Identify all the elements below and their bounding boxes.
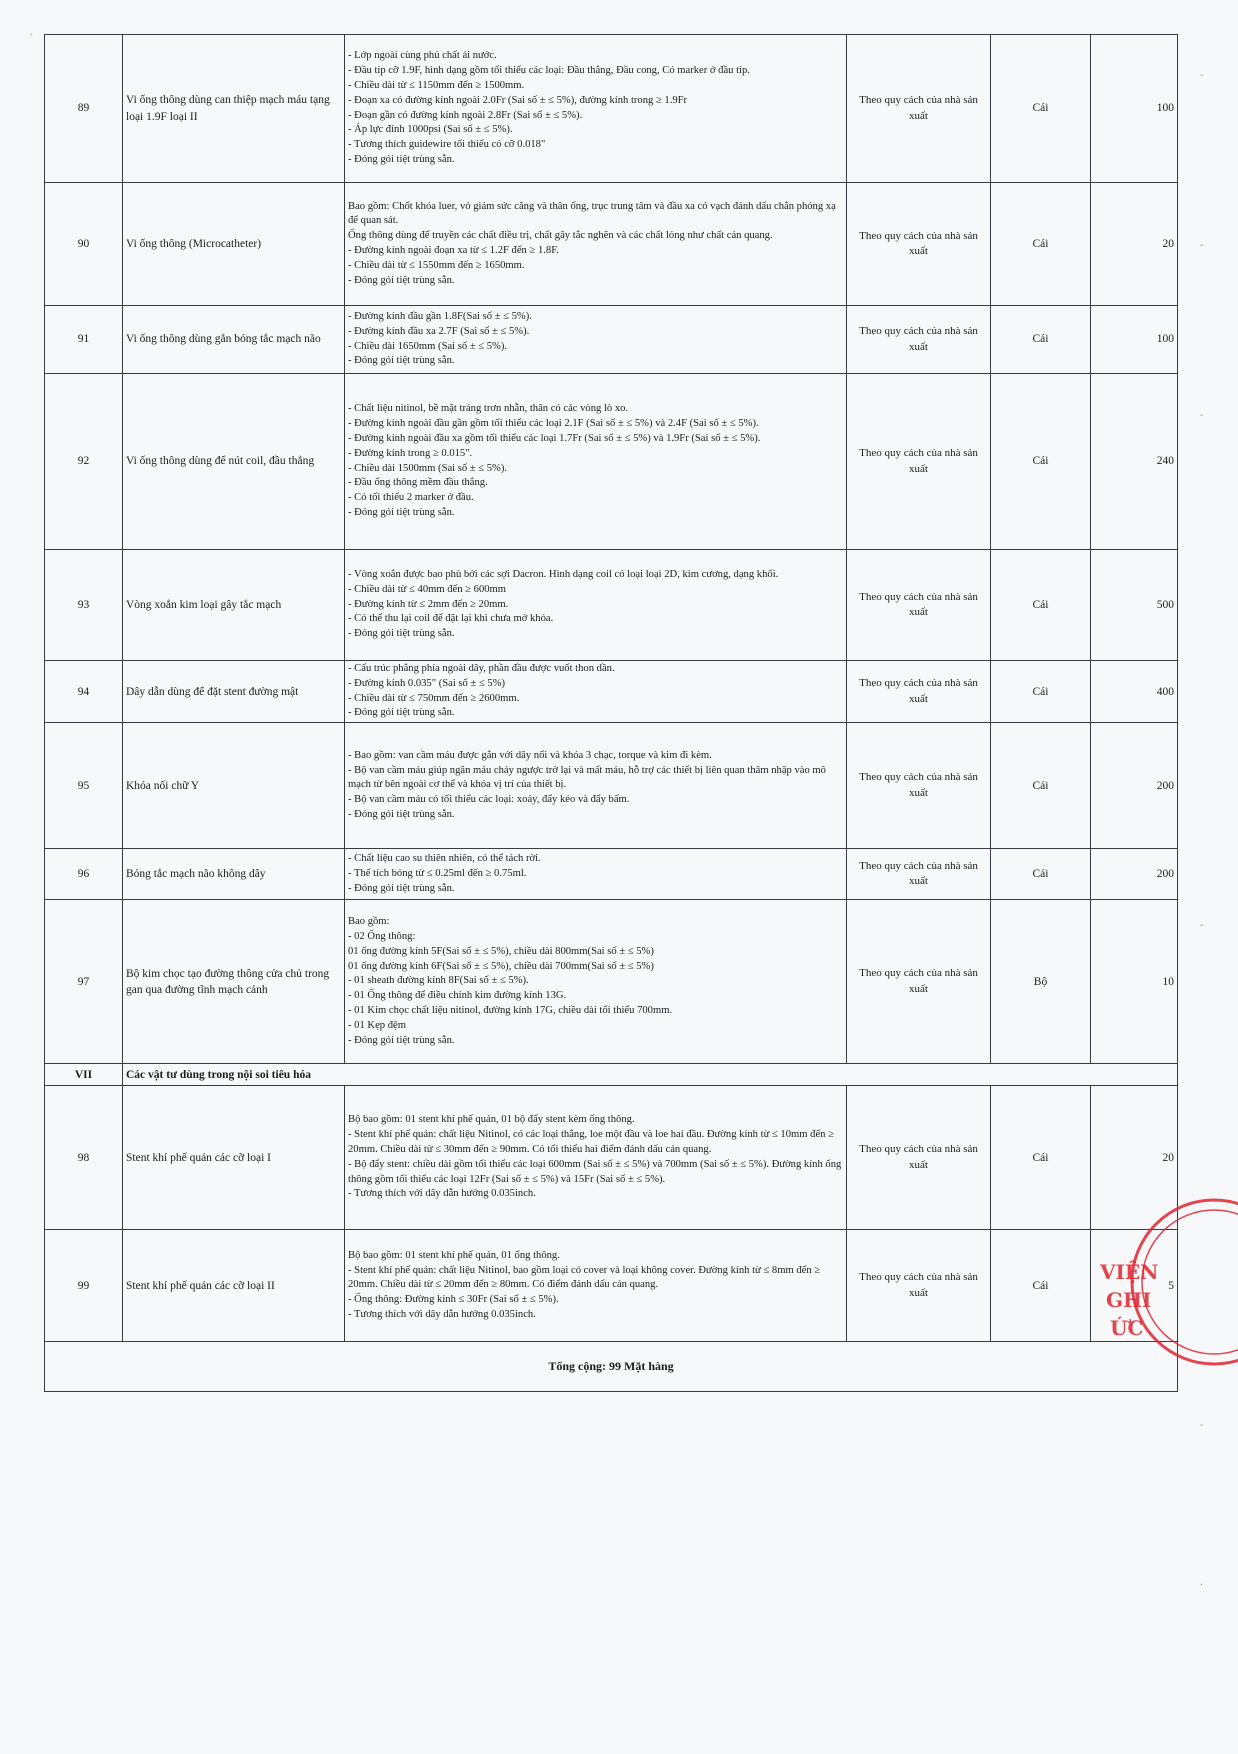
- table-row: [45, 1230, 1178, 1342]
- item-unit: Cái: [991, 661, 1091, 723]
- stamp-text-3: ỨC: [1110, 1316, 1144, 1340]
- spec-line: - Bộ van cầm máu có tối thiểu các loại: xoáy, đẩy kéo và đẩy bấm.: [348, 794, 630, 806]
- spec-line: - Đóng gói tiệt trùng sẵn.: [348, 274, 455, 286]
- spec-line: 01 ống đường kính 6F(Sai số ± ≤ 5%), chiều dài 700mm(Sai số ± ≤ 5%): [348, 960, 654, 972]
- table-row: [45, 723, 1178, 849]
- spec-line: - Đóng gói tiệt trùng sẵn.: [348, 809, 455, 821]
- section-title: Các vật tư dùng trong nội soi tiêu hóa: [123, 1064, 1178, 1086]
- item-origin: Theo quy cách của nhà sản xuất: [847, 183, 991, 306]
- item-specification: [345, 183, 847, 306]
- spec-line: - Tương thích với dây dẫn hướng 0.035inch.: [348, 1309, 536, 1321]
- item-name: Bóng tắc mạch não không dây: [123, 849, 345, 900]
- item-name: Vòng xoắn kim loại gây tắc mạch: [123, 550, 345, 661]
- spec-line: - Đoạn gần có đường kính ngoài 2.8Fr (Sai số ± ≤ 5%).: [348, 109, 583, 121]
- spec-line: - Bộ van cầm máu giúp ngăn máu chảy ngược trở lại và mất máu, hỗ trợ các thiết bị liên quan thâm nhập vào mô mạch từ bên ngoài cơ thể và khóa vị trí của thiết bị.: [348, 764, 826, 791]
- spec-line: - Chiều dài 1650mm (Sai số ± ≤ 5%).: [348, 340, 508, 352]
- item-specification: [345, 661, 847, 723]
- scan-speck: -: [1200, 920, 1204, 931]
- scan-speck: -: [1200, 410, 1204, 421]
- item-quantity: 240: [1091, 374, 1178, 550]
- item-quantity: 20: [1091, 183, 1178, 306]
- item-origin: Theo quy cách của nhà sản xuất: [847, 306, 991, 374]
- item-quantity: 100: [1091, 35, 1178, 183]
- spec-line: - Có thể thu lại coil để đặt lại khi chưa mở khóa.: [348, 613, 554, 625]
- scan-speck: ·: [1200, 1580, 1204, 1591]
- spec-line: - Đóng gói tiệt trùng sẵn.: [348, 506, 455, 518]
- item-number: 92: [45, 374, 123, 550]
- spec-line: - Tương thích với dây dẫn hướng 0.035inch.: [348, 1188, 536, 1200]
- spec-line: - Đóng gói tiệt trùng sẵn.: [348, 882, 455, 894]
- item-quantity: 5: [1091, 1230, 1178, 1342]
- item-specification: [345, 1086, 847, 1230]
- table-row: [45, 374, 1178, 550]
- spec-line: - 01 Kẹp đệm: [348, 1019, 406, 1031]
- spec-line: - Áp lực đỉnh 1000psi (Sai số ± ≤ 5%).: [348, 124, 513, 136]
- item-unit: Cái: [991, 1230, 1091, 1342]
- item-quantity: 100: [1091, 306, 1178, 374]
- spec-line: - Chất liệu cao su thiên nhiên, có thể tách rời.: [348, 853, 541, 865]
- item-number: 95: [45, 723, 123, 849]
- item-name: Stent khí phế quản các cỡ loại I: [123, 1086, 345, 1230]
- stamp-text-2: GHI: [1106, 1288, 1152, 1312]
- table-row: [45, 183, 1178, 306]
- spec-line: - Đường kính trong ≥ 0.015".: [348, 447, 473, 459]
- item-specification: [345, 900, 847, 1064]
- spec-line: - Đầu típ cỡ 1.9F, hình dạng gồm tối thiểu các loại: Đầu thẳng, Đầu cong, Có marker ở đầu típ.: [348, 65, 750, 77]
- table-row: [45, 550, 1178, 661]
- spec-line: - Stent khí phế quản: chất liệu Nitinol, có các loại thẳng, loe một đầu và loe hai đầu. Đường kính từ ≤ 10mm đến ≥ 20mm. Chiều dài từ ≤ 30mm đến ≥ 90mm. Có tối thiểu hai điểm đánh dấu cản quang.: [348, 1129, 834, 1155]
- spec-line: - Cấu trúc phẳng phía ngoài dây, phần đầu được vuốt thon dần.: [348, 663, 615, 674]
- table-row: [45, 900, 1178, 1064]
- item-number: 99: [45, 1230, 123, 1342]
- spec-line: - Chất liệu nitinol, bề mặt tráng trơn nhẵn, thân có các vòng lò xo.: [348, 403, 629, 415]
- item-number: 97: [45, 900, 123, 1064]
- spec-line: - Chiều dài 1500mm (Sai số ± ≤ 5%).: [348, 462, 508, 474]
- item-origin: Theo quy cách của nhà sản xuất: [847, 1086, 991, 1230]
- spec-line: - 01 Ống thông để điều chỉnh kim đường kính 13G.: [348, 990, 567, 1002]
- spec-line: - Đường kính ngoài đoạn xa từ ≤ 1.2F đến ≥ 1.8F.: [348, 245, 559, 256]
- scan-speck: -: [1200, 240, 1204, 251]
- table-body: [45, 35, 1178, 1392]
- item-unit: Cái: [991, 374, 1091, 550]
- item-name: Vi ống thông dùng gắn bóng tắc mạch não: [123, 306, 345, 374]
- item-specification: [345, 306, 847, 374]
- spec-line: - 02 Ống thông:: [348, 930, 416, 942]
- item-number: 93: [45, 550, 123, 661]
- item-unit: Cái: [991, 723, 1091, 849]
- spec-line: - Stent khí phế quản: chất liệu Nitinol, bao gồm loại có cover và loại không cover. Đường kính từ ≤ 8mm đến ≥ 20mm. Chiều dài từ ≤ 20mm đến ≥ 80mm. Có điểm đánh dấu cản quang.: [348, 1264, 821, 1291]
- spec-line: Bao gồm: Chốt khóa luer, vỏ giảm sức căng và thân ống, trục trung tâm và đầu xa có vạch đánh dấu chắn phóng xạ để quan sát.: [348, 200, 836, 227]
- item-name: Dây dẫn dùng để đặt stent đường mật: [123, 661, 345, 723]
- item-origin: Theo quy cách của nhà sản xuất: [847, 35, 991, 183]
- spec-line: - Đoạn xa có đường kính ngoài 2.0Fr (Sai số ± ≤ 5%), đường kính trong ≥ 1.9Fr: [348, 94, 688, 106]
- spec-line: Bao gồm:: [348, 916, 390, 928]
- spec-line: - Đường kính đầu gần 1.8F(Sai số ± ≤ 5%).: [348, 310, 532, 322]
- section-code: VII: [45, 1064, 123, 1086]
- item-name: Bộ kim chọc tạo đường thông cửa chủ trong gan qua đường tĩnh mạch cảnh: [123, 900, 345, 1064]
- item-unit: Cái: [991, 550, 1091, 661]
- spec-line: - Chiều dài từ ≤ 1150mm đến ≥ 1500mm.: [348, 79, 525, 91]
- item-origin: Theo quy cách của nhà sản xuất: [847, 661, 991, 723]
- item-quantity: 500: [1091, 550, 1178, 661]
- spec-line: - Bao gồm: van cầm máu được gắn với dây nối và khóa 3 chạc, torque và kim đi kèm.: [348, 749, 712, 761]
- spec-line: - Có tối thiểu 2 marker ở đầu.: [348, 492, 474, 504]
- item-quantity: 200: [1091, 723, 1178, 849]
- item-unit: Cái: [991, 183, 1091, 306]
- item-name: Vi ống thông (Microcatheter): [123, 183, 345, 306]
- item-unit: Cái: [991, 35, 1091, 183]
- spec-line: - Thể tích bóng từ ≤ 0.25ml đến ≥ 0.75ml.: [348, 867, 527, 879]
- item-origin: Theo quy cách của nhà sản xuất: [847, 1230, 991, 1342]
- scan-speck: -: [1200, 1420, 1204, 1431]
- spec-line: - 01 sheath đường kính 8F(Sai số ± ≤ 5%).: [348, 975, 529, 987]
- spec-line: - Đóng gói tiệt trùng sẵn.: [348, 707, 455, 719]
- item-number: 91: [45, 306, 123, 374]
- item-specification: [345, 374, 847, 550]
- table-row: [45, 661, 1178, 723]
- item-number: 89: [45, 35, 123, 183]
- spec-line: - Chiều dài từ ≤ 750mm đến ≥ 2600mm.: [348, 692, 520, 704]
- item-specification: [345, 550, 847, 661]
- item-number: 96: [45, 849, 123, 900]
- item-unit: Cái: [991, 306, 1091, 374]
- spec-line: - Chiều dài từ ≤ 40mm đến ≥ 600mm: [348, 583, 507, 595]
- spec-line: - Ống thông: Đường kính ≤ 30Fr (Sai số ± ≤ 5%).: [348, 1294, 559, 1306]
- spec-line: - Đường kính đầu xa 2.7F (Sai số ± ≤ 5%).: [348, 325, 530, 337]
- scan-speck: ·: [30, 30, 34, 41]
- item-origin: Theo quy cách của nhà sản xuất: [847, 900, 991, 1064]
- spec-line: - Bộ đẩy stent: chiều dài gồm tối thiểu các loại 600mm (Sai số ± ≤ 5%) và 700mm (Sai số ± ≤ 5%). Đường kính ống thông gồm tối thiểu các loại 12Fr (Sai số ± ≤ 5%) và 15Fr (Sai số ± ≤ 5%).: [348, 1158, 842, 1185]
- table-row: [45, 35, 1178, 183]
- item-origin: Theo quy cách của nhà sản xuất: [847, 723, 991, 849]
- item-name: Vi ống thông dùng để nút coil, đầu thẳng: [123, 374, 345, 550]
- spec-line: Ống thông dùng để truyền các chất điều trị, chất gây tắc nghẽn và các chất lỏng như chất cản quang.: [348, 230, 773, 242]
- spec-line: - Đường kính ngoài đầu xa gồm tối thiểu các loại 1.7Fr (Sai số ± ≤ 5%) và 1.9Fr (Sai số ± ≤ 5%).: [348, 432, 761, 444]
- spec-line: - Chiều dài từ ≤ 1550mm đến ≥ 1650mm.: [348, 259, 525, 271]
- spec-line: - Đóng gói tiệt trùng sẵn.: [348, 1034, 455, 1046]
- total-label: Tổng cộng: 99 Mặt hàng: [45, 1342, 1178, 1392]
- item-origin: Theo quy cách của nhà sản xuất: [847, 849, 991, 900]
- spec-line: - Đóng gói tiệt trùng sẵn.: [348, 153, 455, 165]
- stamp-text-1: VIỆN: [1100, 1260, 1159, 1284]
- item-specification: [345, 35, 847, 183]
- spec-line: Bộ bao gồm: 01 stent khí phế quản, 01 bộ đẩy stent kèm ống thông.: [348, 1114, 635, 1126]
- item-specification: [345, 849, 847, 900]
- total-row: [45, 1342, 1178, 1392]
- spec-line: - Đường kính ngoài đầu gần gồm tối thiểu các loại 2.1F (Sai số ± ≤ 5%) và 2.4F (Sai số ± ≤ 5%).: [348, 418, 759, 430]
- spec-line: - Lớp ngoài cùng phủ chất ái nước.: [348, 50, 497, 62]
- item-specification: [345, 723, 847, 849]
- spec-line: - 01 Kim chọc chất liệu nitinol, đường kính 17G, chiều dài tối thiểu 700mm.: [348, 1005, 673, 1017]
- item-name: Stent khí phế quản các cỡ loại II: [123, 1230, 345, 1342]
- item-number: 90: [45, 183, 123, 306]
- item-specification: [345, 1230, 847, 1342]
- item-quantity: 400: [1091, 661, 1178, 723]
- table-row: [45, 849, 1178, 900]
- scan-speck: -: [1200, 70, 1204, 81]
- item-quantity: 200: [1091, 849, 1178, 900]
- spec-line: - Đóng gói tiệt trùng sẵn.: [348, 628, 455, 640]
- item-origin: Theo quy cách của nhà sản xuất: [847, 550, 991, 661]
- item-unit: Bộ: [991, 900, 1091, 1064]
- spec-line: - Vòng xoắn được bao phủ bởi các sợi Dacron. Hình dạng coil có loại loại 2D, kim cương, dạng khối.: [348, 568, 779, 580]
- item-unit: Cái: [991, 849, 1091, 900]
- procurement-table: [44, 34, 1178, 1392]
- table-row: [45, 306, 1178, 374]
- spec-line: - Đóng gói tiệt trùng sẵn.: [348, 355, 455, 367]
- item-number: 94: [45, 661, 123, 723]
- item-quantity: 20: [1091, 1086, 1178, 1230]
- item-origin: Theo quy cách của nhà sản xuất: [847, 374, 991, 550]
- item-name: Khóa nối chữ Y: [123, 723, 345, 849]
- item-unit: Cái: [991, 1086, 1091, 1230]
- section-row: [45, 1064, 1178, 1086]
- spec-line: - Đầu ống thông mềm đầu thẳng.: [348, 477, 488, 489]
- spec-line: - Đường kính 0.035" (Sai số ± ≤ 5%): [348, 677, 506, 689]
- table-row: [45, 1086, 1178, 1230]
- spec-line: 01 ống đường kính 5F(Sai số ± ≤ 5%), chiều dài 800mm(Sai số ± ≤ 5%): [348, 945, 654, 957]
- spec-line: - Đường kính từ ≤ 2mm đến ≥ 20mm.: [348, 598, 509, 610]
- item-name: Vi ống thông dùng can thiệp mạch máu tạng loại 1.9F loại II: [123, 35, 345, 183]
- item-number: 98: [45, 1086, 123, 1230]
- spec-line: - Tương thích guidewire tối thiểu có cỡ 0.018": [348, 139, 546, 151]
- spec-line: Bộ bao gồm: 01 stent khí phế quản, 01 ống thông.: [348, 1249, 560, 1261]
- item-quantity: 10: [1091, 900, 1178, 1064]
